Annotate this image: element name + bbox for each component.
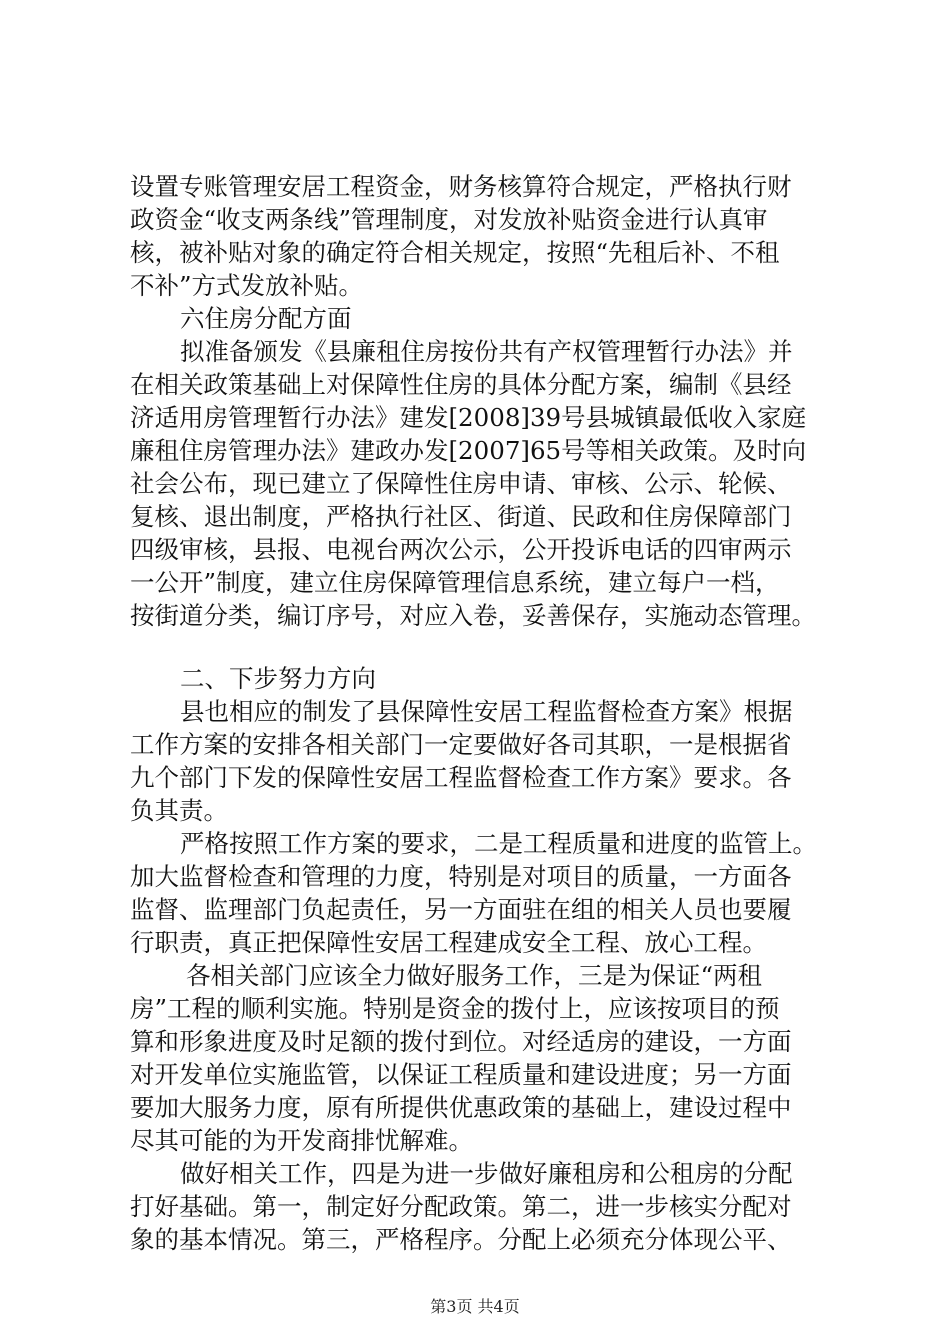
text-line: 社会公布，现已建立了保障性住房申请、审核、公示、轮候、 [130, 469, 792, 498]
text-line: 监督、监理部门负起责任，另一方面驻在组的相关人员也要履 [130, 895, 792, 924]
text-line: 政资金“收支两条线”管理制度，对发放补贴资金进行认真审 [130, 205, 768, 234]
text-line: 廉租住房管理办法》建政办发[2007]65号等相关政策。及时向 [130, 436, 807, 465]
text-line: 济适用房管理暂行办法》建发[2008]39号县城镇最低收入家庭 [130, 403, 807, 432]
text-line: 县也相应的制发了县保障性安居工程监督检查方案》根据 [180, 697, 793, 726]
text-line: 各相关部门应该全力做好服务工作，三是为保证“两租 [186, 961, 763, 990]
text-line: 拟准备颁发《县廉租住房按份共有产权管理暂行办法》并 [180, 337, 793, 366]
text-line: 负其责。 [130, 796, 228, 825]
section-heading: 六住房分配方面 [180, 304, 352, 333]
text-line: 尽其可能的为开发商排忧解难。 [130, 1126, 473, 1155]
text-line: 不补”方式发放补贴。 [130, 271, 364, 300]
text-line: 打好基础。第一，制定好分配政策。第二，进一步核实分配对 [130, 1192, 792, 1221]
text-line: 工作方案的安排各相关部门一定要做好各司其职，一是根据省 [130, 730, 792, 759]
text-line: 设置专账管理安居工程资金，财务核算符合规定，严格执行财 [130, 172, 792, 201]
text-line: 一公开”制度，建立住房保障管理信息系统，建立每户一档， [130, 568, 780, 597]
text-line: 核，被补贴对象的确定符合相关规定，按照“先租后补、不租 [130, 238, 780, 267]
text-line: 四级审核，县报、电视台两次公示，公开投诉电话的四审两示 [130, 535, 792, 564]
text-line: 加大监督检查和管理的力度，特别是对项目的质量，一方面各 [130, 862, 792, 891]
text-line: 算和形象进度及时足额的拨付到位。对经适房的建设，一方面 [130, 1027, 792, 1056]
text-line: 按街道分类，编订序号，对应入卷，妥善保存，实施动态管理。 [130, 601, 816, 630]
text-line: 要加大服务力度，原有所提供优惠政策的基础上，建设过程中 [130, 1093, 792, 1122]
page-footer: 第3页 共4页 [430, 1297, 520, 1316]
text-line: 在相关政策基础上对保障性住房的具体分配方案，编制《县经 [130, 370, 792, 399]
text-line: 复核、退出制度，严格执行社区、街道、民政和住房保障部门 [130, 502, 792, 531]
section-heading: 二、下步努力方向 [180, 664, 376, 693]
text-line: 象的基本情况。第三，严格程序。分配上必须充分体现公平、 [130, 1225, 792, 1254]
text-line: 房”工程的顺利实施。特别是资金的拨付上，应该按项目的预 [130, 994, 780, 1023]
text-line: 做好相关工作，四是为进一步做好廉租房和公租房的分配 [180, 1159, 793, 1188]
text-line: 九个部门下发的保障性安居工程监督检查工作方案》要求。各 [130, 763, 792, 792]
text-line: 严格按照工作方案的要求，二是工程质量和进度的监管上。 [180, 829, 817, 858]
text-line: 对开发单位实施监管，以保证工程质量和建设进度；另一方面 [130, 1060, 792, 1089]
text-line: 行职责，真正把保障性安居工程建成安全工程、放心工程。 [130, 928, 767, 957]
